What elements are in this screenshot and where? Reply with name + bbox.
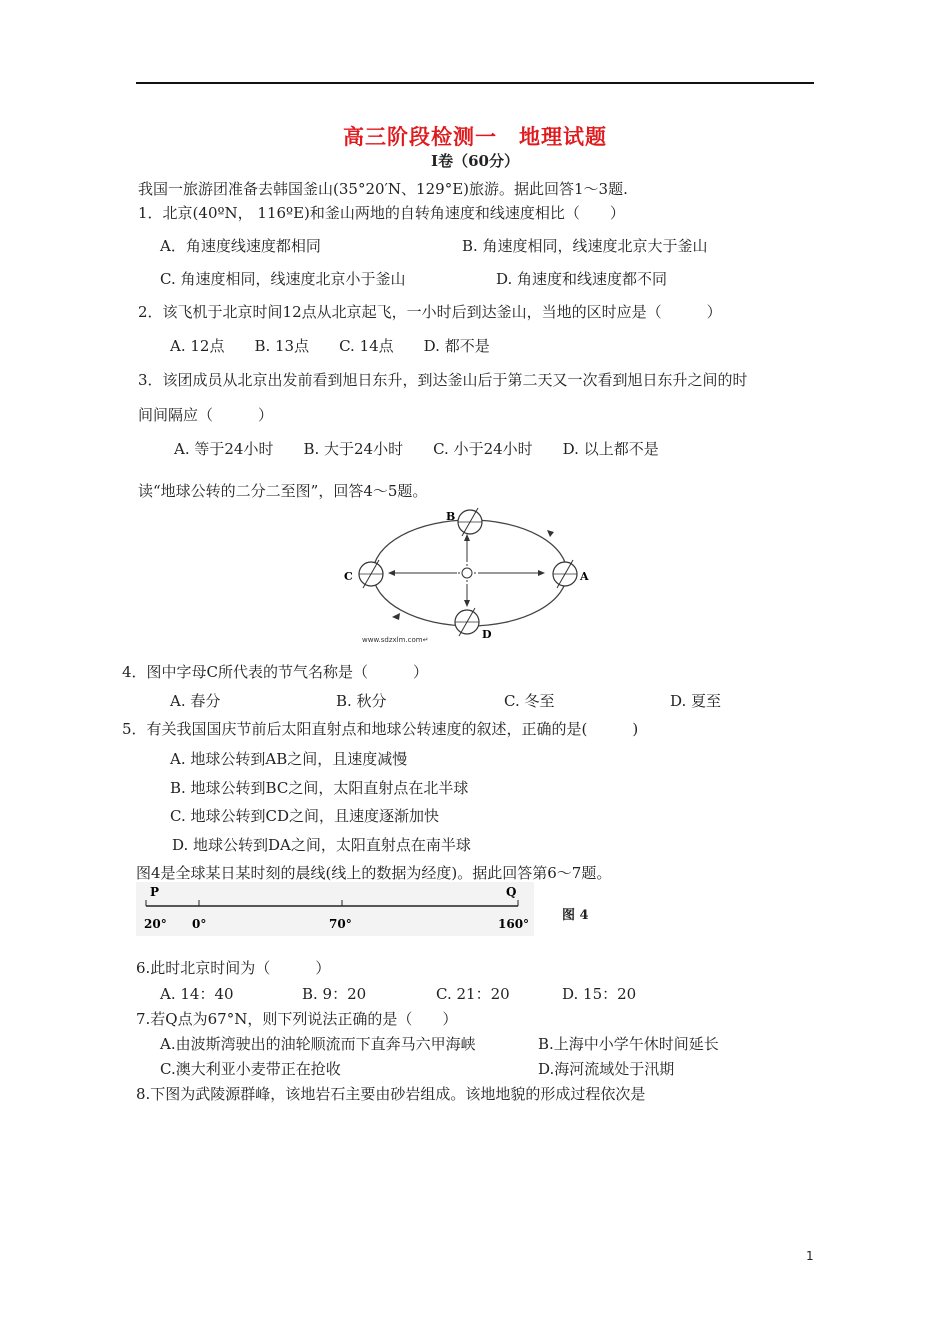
read-orbit-instruction: 读“地球公转的二分二至图”，回答4～5题。 xyxy=(138,482,428,500)
q5-option-b: B. 地球公转到BC之间，太阳直射点在北半球 xyxy=(170,779,469,797)
q4-option-a: A. 春分 xyxy=(170,692,221,710)
earth-d-icon xyxy=(455,608,479,636)
label-b: B xyxy=(446,510,456,523)
q3-stem-line2: 间间隔应（ ） xyxy=(138,406,274,424)
earth-orbit-diagram xyxy=(340,502,600,648)
earth-a-icon xyxy=(553,560,577,588)
q1-option-b: B. 角速度相同，线速度北京大于釜山 xyxy=(462,237,708,255)
q3-options: A. 等于24小时 B. 大于24小时 C. 小于24小时 D. 以上都不是 xyxy=(174,440,659,458)
q3-stem-line1: 3．该团成员从北京出发前看到旭日东升，到达釜山后于第二天又一次看到旭日东升之间的时 xyxy=(138,371,748,389)
q6-option-d: D. 15：20 xyxy=(562,985,637,1003)
q4-option-c: C. 冬至 xyxy=(504,692,555,710)
q5-stem: 5．有关我国国庆节前后太阳直射点和地球公转速度的叙述，正确的是( ) xyxy=(122,720,639,738)
page-number: 1 xyxy=(806,1249,814,1263)
q5-option-c: C. 地球公转到CD之间，且速度逐渐加快 xyxy=(170,807,439,825)
page-subtitle: Ⅰ卷（60分） xyxy=(431,152,519,170)
q7-option-a: A.由波斯湾驶出的油轮顺流而下直奔马六甲海峡 xyxy=(160,1035,476,1053)
q6-stem: 6.此时北京时间为（ ） xyxy=(136,959,331,977)
q5-option-d: D. 地球公转到DA之间，太阳直射点在南半球 xyxy=(172,836,471,854)
tick-label-0: 0° xyxy=(192,917,207,931)
tick-label-70: 70° xyxy=(329,917,352,931)
q8-stem: 8.下图为武陵源群峰，该地岩石主要由砂岩组成。该地地貌的形成过程依次是 xyxy=(136,1085,646,1103)
tick-label-160: 160° xyxy=(498,917,530,931)
q1-option-d: D. 角速度和线速度都不同 xyxy=(496,270,668,288)
q7-option-b: B.上海中小学午休时间延长 xyxy=(538,1035,719,1053)
read-figure4-instruction: 图4是全球某日某时刻的晨线(线上的数据为经度)。据此回答第6～7题。 xyxy=(136,864,612,882)
point-p-label: P xyxy=(150,885,160,899)
q6-option-c: C. 21：20 xyxy=(436,985,510,1003)
tick-label-20: 20° xyxy=(144,917,167,931)
page-title: 高三阶段检测一 地理试题 xyxy=(343,124,607,149)
intro-text: 我国一旅游团准备去韩国釜山(35°20′N、129°E)旅游。据此回答1～3题. xyxy=(138,180,628,198)
terminator-line-figure xyxy=(136,882,534,936)
sun-icon xyxy=(458,564,476,582)
q1-option-c: C. 角速度相同，线速度北京小于釜山 xyxy=(160,270,406,288)
earth-b-icon xyxy=(458,508,482,536)
header-rule xyxy=(136,82,814,84)
q1-option-a: A．角速度线速度都相同 xyxy=(160,237,321,255)
point-q-label: Q xyxy=(506,885,517,899)
q6-option-a: A. 14：40 xyxy=(160,985,234,1003)
q2-stem: 2．该飞机于北京时间12点从北京起飞，一小时后到达釜山，当地的区时应是（ ） xyxy=(138,303,722,321)
label-c: C xyxy=(344,570,353,583)
q7-option-d: D.海河流域处于汛期 xyxy=(538,1060,675,1078)
orbit-watermark: www.sdzxlm.com↵ xyxy=(362,636,429,644)
q4-stem: 4．图中字母C所代表的节气名称是（ ） xyxy=(122,663,429,681)
label-a: A xyxy=(580,570,589,583)
q4-option-b: B. 秋分 xyxy=(336,692,387,710)
q2-options: A. 12点 B. 13点 C. 14点 D. 都不是 xyxy=(170,337,490,355)
figure4-caption: 图 4 xyxy=(562,908,589,923)
earth-c-icon xyxy=(359,560,383,588)
q1-stem: 1．北京(40ºN， 116ºE)和釜山两地的自转角速度和线速度相比（ ） xyxy=(138,204,625,222)
q5-option-a: A. 地球公转到AB之间，且速度减慢 xyxy=(170,750,408,768)
q4-option-d: D. 夏至 xyxy=(670,692,722,710)
label-d: D xyxy=(482,628,492,641)
q7-stem: 7.若Q点为67°N，则下列说法正确的是（ ） xyxy=(136,1010,458,1028)
q7-option-c: C.澳大利亚小麦带正在抢收 xyxy=(160,1060,341,1078)
q6-option-b: B. 9：20 xyxy=(302,985,367,1003)
